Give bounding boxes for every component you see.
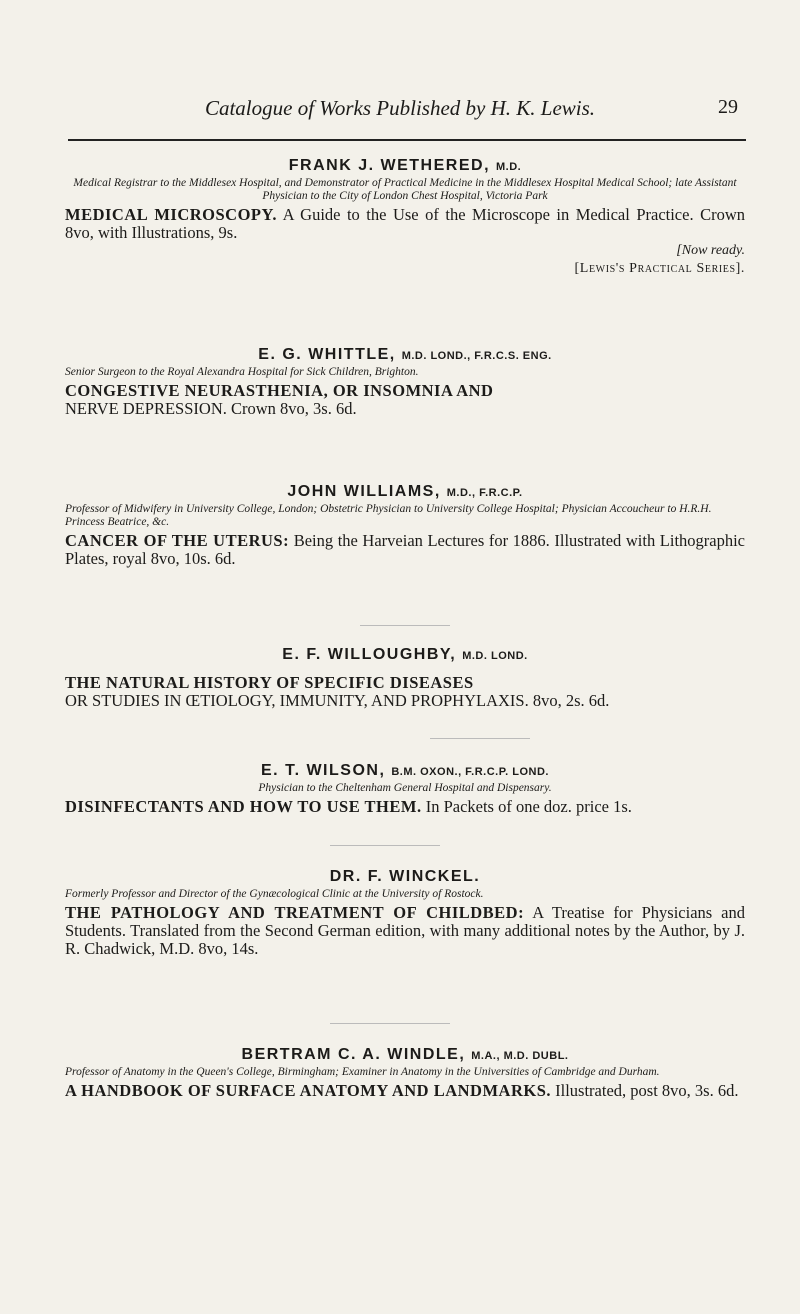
entry-willoughby: [65, 646, 745, 710]
author-text: JOHN WILLIAMS,: [287, 483, 441, 500]
entry-wethered: [65, 157, 745, 278]
book-title: THE NATURAL HISTORY OF SPECIFIC DISEASES: [65, 673, 474, 692]
book-description: OR STUDIES IN ŒTIOLOGY, IMMUNITY, AND PROPHYLAXIS. 8vo, 2s. 6d.: [65, 691, 610, 710]
author-affiliation: Medical Registrar to the Middlesex Hospital, and Demonstrator of Practical Medicine in the Middlesex Hospital Medical School; late Assistant Physician to the City of London Chest Hospital, Victoria Park: [73, 177, 737, 202]
author-text: FRANK J. WETHERED,: [288, 157, 491, 174]
author-affiliation: Physician to the Cheltenham General Hospital and Dispensary.: [258, 782, 552, 794]
author-degrees: B.M. OXON., F.R.C.P. LOND.: [391, 766, 549, 778]
author-degrees: M.D.: [495, 161, 522, 173]
author-name: [65, 483, 745, 501]
author-name: [65, 1046, 745, 1064]
book-entry: [65, 1082, 745, 1100]
book-title: A HANDBOOK OF SURFACE ANATOMY AND LANDMARKS.: [65, 1081, 552, 1100]
page-number: 29: [718, 96, 738, 118]
author-affiliation: Formerly Professor and Director of the Gynæcological Clinic at the University of Rostock.: [65, 888, 484, 900]
book-entry: [65, 674, 745, 710]
book-description: NERVE DEPRESSION. Crown 8vo, 3s. 6d.: [65, 399, 357, 418]
book-description: A Treatise for Physicians and Students. Translated from the Second German edition, with many additional notes by the Author, by J. R. Chadwick, M.D. 8vo, 14s.: [65, 903, 745, 958]
author-affiliation: Senior Surgeon to the Royal Alexandra Hospital for Sick Children, Brighton.: [65, 366, 419, 378]
book-entry: [65, 904, 745, 958]
author-text: E. T. WILSON,: [261, 762, 386, 779]
book-entry: [65, 382, 745, 418]
status-text: [Now ready.: [676, 243, 745, 258]
author-affiliation: Professor of Anatomy in the Queen's College, Birmingham; Examiner in Anatomy in the Universities of Cambridge and Durham.: [65, 1066, 660, 1078]
book-description: A Guide to the Use of the Microscope in Medical Practice. Crown 8vo, with Illustrations, 9s.: [65, 205, 745, 242]
book-description: Being the Harveian Lectures for 1886. Illustrated with Lithographic Plates, royal 8vo, 10s. 6d.: [65, 531, 746, 568]
book-title: CANCER OF THE UTERUS:: [65, 531, 290, 550]
entry-separator: [330, 1023, 450, 1025]
author-degrees: M.D. LOND.: [462, 650, 528, 662]
author-text: BERTRAM C. A. WINDLE,: [241, 1046, 466, 1063]
running-head: Catalogue of Works Published by H. K. Lewis.: [204, 96, 596, 120]
book-title: CONGESTIVE NEURASTHENIA, OR INSOMNIA AND: [65, 381, 494, 400]
book-entry: [65, 206, 745, 242]
entry-whittle: [65, 346, 745, 418]
author-degrees: M.A., M.D. DUBL.: [471, 1050, 569, 1062]
author-name: [65, 157, 745, 175]
author-degrees: M.D. LOND., F.R.C.S. ENG.: [401, 350, 552, 362]
book-title: THE PATHOLOGY AND TREATMENT OF CHILDBED:: [65, 903, 525, 922]
publication-status: [65, 242, 745, 260]
entry-williams: [65, 483, 745, 568]
book-description: In Packets of one doz. price 1s.: [425, 797, 632, 816]
author-name: [65, 868, 745, 886]
author-name: [65, 646, 745, 664]
book-entry: [65, 798, 745, 816]
entry-windle: [65, 1046, 745, 1100]
entry-separator: [330, 845, 440, 847]
entry-wilson: [65, 762, 745, 816]
author-name: [65, 762, 745, 780]
author-degrees: M.D., F.R.C.P.: [446, 487, 523, 499]
book-title: MEDICAL MICROSCOPY.: [65, 205, 278, 224]
header-rule: [68, 139, 746, 141]
book-entry: [65, 532, 745, 568]
author-text: DR. F. WINCKEL.: [329, 868, 481, 885]
author-text: E. G. WHITTLE,: [258, 346, 396, 363]
entry-separator: [360, 625, 450, 627]
entry-winckel: [65, 868, 745, 958]
author-name: [65, 346, 745, 364]
author-affiliation: Professor of Midwifery in University College, London; Obstetric Physician to University College Hospital; Physician Accoucheur to H.R.H. Princess Beatrice, &c.: [65, 503, 712, 528]
book-title: DISINFECTANTS AND HOW TO USE THEM.: [65, 797, 422, 816]
book-description: Illustrated, post 8vo, 3s. 6d.: [555, 1081, 739, 1100]
author-text: E. F. WILLOUGHBY,: [282, 646, 457, 663]
entry-separator: [430, 738, 530, 740]
series-name: [Lewis's Practical Series].: [574, 261, 745, 276]
